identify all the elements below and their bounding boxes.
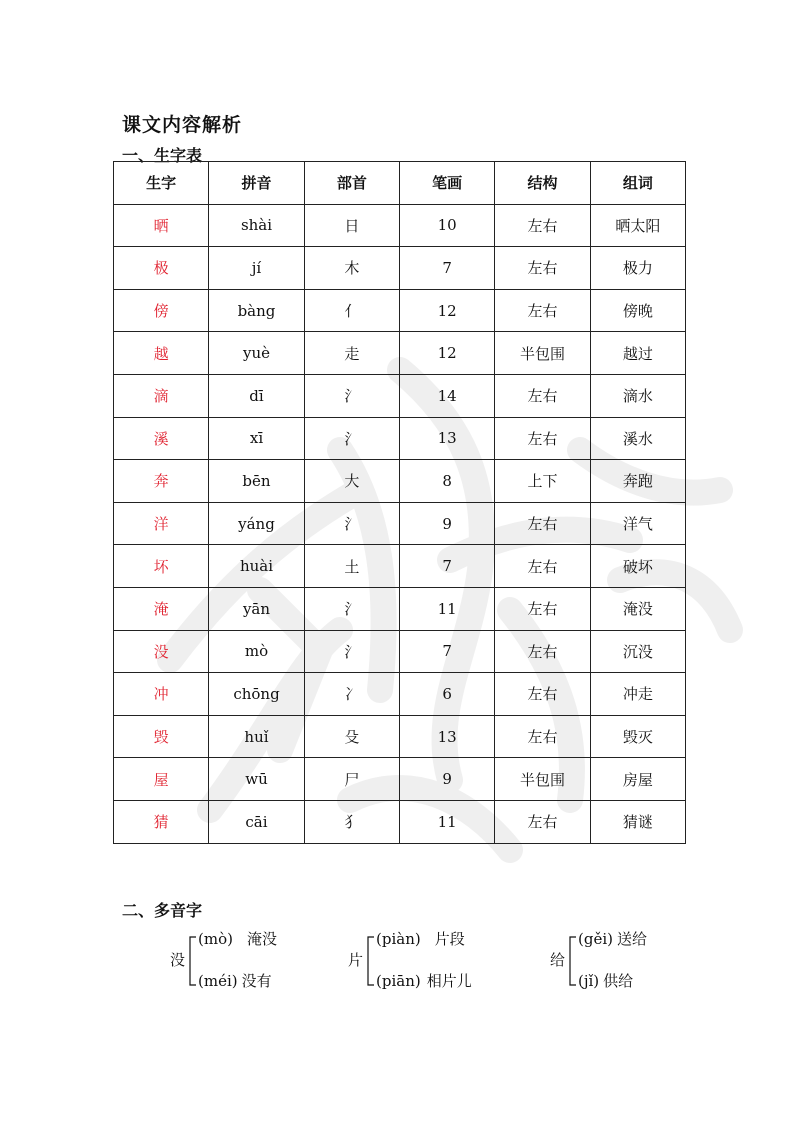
cell-structure: 左右: [495, 247, 590, 290]
cell-words: 破坏: [590, 545, 685, 588]
cell-words: 房屋: [590, 758, 685, 801]
table-row: [114, 673, 686, 716]
cell-pinyin: dī: [209, 374, 304, 417]
polyphone-reading-1: [198, 928, 277, 949]
cell-structure: 左右: [495, 587, 590, 630]
cell-structure: 半包围: [495, 758, 590, 801]
cell-strokes: 12: [399, 289, 494, 332]
table-row: [114, 460, 686, 503]
cell-strokes: 11: [399, 587, 494, 630]
cell-radical: 氵: [304, 374, 399, 417]
example-word: 片段: [434, 930, 465, 948]
cell-pinyin: shài: [209, 204, 304, 247]
cell-radical: 氵: [304, 630, 399, 673]
cell-structure: 左右: [495, 800, 590, 843]
table-row: [114, 587, 686, 630]
cell-words: 越过: [590, 332, 685, 375]
table-header-row: [114, 162, 686, 205]
cell-pinyin: yáng: [209, 502, 304, 545]
polyphone-char: 给: [550, 951, 566, 969]
polyphone-char: 片: [348, 951, 364, 969]
pinyin-reading: (méi): [198, 972, 238, 990]
cell-strokes: 13: [399, 417, 494, 460]
cell-pinyin: huài: [209, 545, 304, 588]
cell-structure: 左右: [495, 545, 590, 588]
cell-words: 毁灭: [590, 715, 685, 758]
cell-strokes: 6: [399, 673, 494, 716]
pinyin-reading: (jǐ): [578, 972, 600, 990]
cell-words: 溪水: [590, 417, 685, 460]
cell-pinyin: jí: [209, 247, 304, 290]
pinyin-reading: (piān): [376, 972, 421, 990]
cell-pinyin: bàng: [209, 289, 304, 332]
page-title: 课文内容解析: [122, 114, 243, 136]
header-character: 生字: [114, 162, 209, 205]
cell-radical: 尸: [304, 758, 399, 801]
cell-character: 极: [114, 247, 209, 290]
cell-strokes: 9: [399, 758, 494, 801]
cell-structure: 左右: [495, 204, 590, 247]
cell-words: 晒太阳: [590, 204, 685, 247]
section-title-new-characters: 一、生字表: [122, 146, 203, 165]
cell-pinyin: cāi: [209, 800, 304, 843]
cell-structure: 左右: [495, 630, 590, 673]
cell-radical: 走: [304, 332, 399, 375]
cell-pinyin: yuè: [209, 332, 304, 375]
pinyin-reading: (piàn): [376, 930, 421, 948]
polyphone-reading-2: [578, 970, 633, 991]
cell-structure: 左右: [495, 502, 590, 545]
cell-words: 沉没: [590, 630, 685, 673]
cell-words: 冲走: [590, 673, 685, 716]
cell-strokes: 14: [399, 374, 494, 417]
cell-strokes: 10: [399, 204, 494, 247]
cell-structure: 左右: [495, 289, 590, 332]
table-row: [114, 204, 686, 247]
cell-radical: 犭: [304, 800, 399, 843]
table-row: [114, 800, 686, 843]
cell-strokes: 7: [399, 247, 494, 290]
cell-strokes: 7: [399, 545, 494, 588]
cell-strokes: 11: [399, 800, 494, 843]
table-row: [114, 417, 686, 460]
cell-strokes: 9: [399, 502, 494, 545]
cell-strokes: 12: [399, 332, 494, 375]
cell-radical: 冫: [304, 673, 399, 716]
cell-pinyin: chōng: [209, 673, 304, 716]
cell-character: 没: [114, 630, 209, 673]
cell-strokes: 13: [399, 715, 494, 758]
cell-character: 傍: [114, 289, 209, 332]
polyphone-reading-2: [198, 970, 272, 991]
cell-radical: 氵: [304, 502, 399, 545]
cell-pinyin: bēn: [209, 460, 304, 503]
section-title-polyphones: 二、多音字: [122, 901, 203, 920]
cell-pinyin: yān: [209, 587, 304, 630]
table-row: [114, 374, 686, 417]
header-words: 组词: [590, 162, 685, 205]
pinyin-reading: (gěi): [578, 930, 613, 948]
cell-radical: 日: [304, 204, 399, 247]
cell-character: 溪: [114, 417, 209, 460]
polyphone-reading-2: [376, 970, 472, 991]
cell-strokes: 7: [399, 630, 494, 673]
cell-words: 奔跑: [590, 460, 685, 503]
table-row: [114, 247, 686, 290]
cell-character: 淹: [114, 587, 209, 630]
header-pinyin: 拼音: [209, 162, 304, 205]
character-table: [113, 161, 686, 844]
cell-character: 滴: [114, 374, 209, 417]
cell-character: 奔: [114, 460, 209, 503]
cell-structure: 左右: [495, 715, 590, 758]
brace-icon: [567, 936, 577, 986]
cell-character: 晒: [114, 204, 209, 247]
table-row: [114, 332, 686, 375]
cell-radical: 木: [304, 247, 399, 290]
brace-icon: [365, 936, 375, 986]
table-row: [114, 758, 686, 801]
example-word: 没有: [241, 972, 272, 990]
polyphone-reading-1: [376, 928, 465, 949]
cell-words: 淹没: [590, 587, 685, 630]
cell-character: 冲: [114, 673, 209, 716]
cell-structure: 左右: [495, 417, 590, 460]
cell-radical: 氵: [304, 417, 399, 460]
cell-pinyin: xī: [209, 417, 304, 460]
example-word: 淹没: [246, 930, 277, 948]
cell-structure: 上下: [495, 460, 590, 503]
table-row: [114, 289, 686, 332]
cell-radical: 大: [304, 460, 399, 503]
cell-structure: 左右: [495, 374, 590, 417]
polyphone-char: 没: [170, 951, 186, 969]
cell-words: 猜谜: [590, 800, 685, 843]
polyphone-reading-1: [578, 928, 647, 949]
cell-character: 屋: [114, 758, 209, 801]
pinyin-reading: (mò): [198, 930, 233, 948]
cell-character: 洋: [114, 502, 209, 545]
header-structure: 结构: [495, 162, 590, 205]
table-row: [114, 545, 686, 588]
header-strokes: 笔画: [399, 162, 494, 205]
cell-structure: 半包围: [495, 332, 590, 375]
cell-words: 洋气: [590, 502, 685, 545]
table-row: [114, 502, 686, 545]
cell-radical: 亻: [304, 289, 399, 332]
cell-pinyin: mò: [209, 630, 304, 673]
cell-character: 猜: [114, 800, 209, 843]
cell-words: 滴水: [590, 374, 685, 417]
cell-radical: 氵: [304, 587, 399, 630]
header-radical: 部首: [304, 162, 399, 205]
table-row: [114, 715, 686, 758]
cell-strokes: 8: [399, 460, 494, 503]
example-word: 送给: [616, 930, 647, 948]
brace-icon: [187, 936, 197, 986]
example-word: 供给: [603, 972, 634, 990]
cell-radical: 土: [304, 545, 399, 588]
example-word: 相片儿: [426, 972, 472, 990]
cell-pinyin: wū: [209, 758, 304, 801]
cell-pinyin: huǐ: [209, 715, 304, 758]
cell-structure: 左右: [495, 673, 590, 716]
table-row: [114, 630, 686, 673]
cell-character: 毁: [114, 715, 209, 758]
cell-character: 越: [114, 332, 209, 375]
cell-character: 坏: [114, 545, 209, 588]
cell-words: 傍晚: [590, 289, 685, 332]
cell-words: 极力: [590, 247, 685, 290]
cell-radical: 殳: [304, 715, 399, 758]
